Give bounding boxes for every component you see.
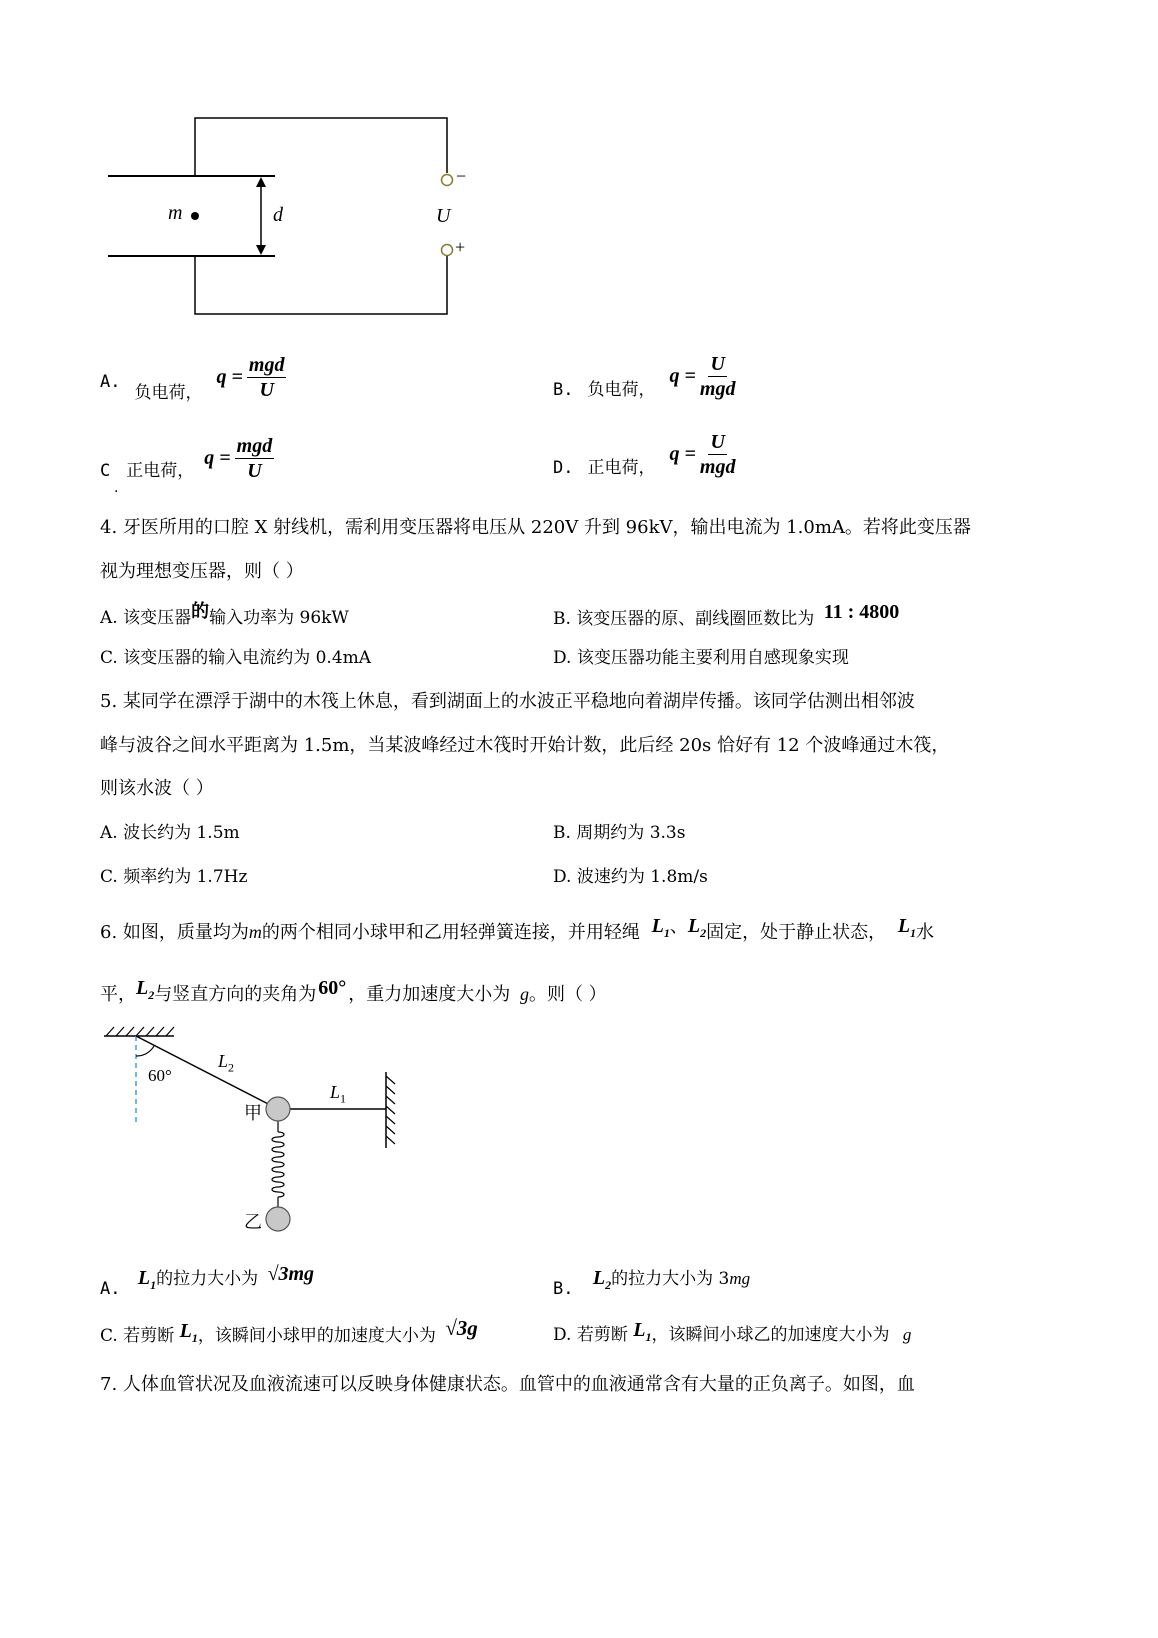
formula: q = $\frac{\text{mgd}}{U}$ — [204, 434, 273, 482]
ball-yi-label: 乙 — [244, 1212, 262, 1233]
q3-option-c-dot: . — [114, 480, 119, 496]
L1-label: $L_1$ — [330, 1082, 347, 1106]
q4-option-c[interactable]: C. 该变压器的输入电流约为 0.4mA — [100, 648, 372, 668]
q5-option-a[interactable]: A. 波长约为 1.5m — [100, 823, 240, 843]
wall-hatch — [386, 1076, 395, 1144]
angle-label: 60° — [148, 1066, 172, 1085]
q5-stem-line2: 峰与波谷之间水平距离为 1.5m，当某波峰经过木筏时开始计数，此后经 20s 恰好有 12 个波峰通过木筏， — [100, 735, 950, 756]
angle-arc — [136, 1046, 154, 1056]
q4-stem-line2: 视为理想变压器，则（ ） — [100, 561, 304, 582]
ball-yi — [266, 1207, 290, 1231]
minus-label: − — [456, 166, 467, 186]
q3-option-a[interactable]: A. 负电荷， q = $\frac{\text{mgd}}{U}$ — [100, 353, 285, 403]
distance-label: d — [273, 204, 283, 226]
q3-option-b[interactable]: B. 负电荷， q = $\frac{U}{\text{mgd}}$ — [553, 352, 736, 400]
q6-stem-line2: 平，$L_2$与竖直方向的夹角为 60° ，重力加速度大小为 g。则（ ） — [100, 977, 607, 1005]
L2-label: $L_2$ — [218, 1051, 235, 1075]
q6-option-c[interactable]: C. 若剪断 $L_1$，该瞬间小球甲的加速度大小为 √3g — [100, 1316, 478, 1346]
q6-stem-line1: 6. 如图，质量均为m的两个相同小球甲和乙用轻弹簧连接，并用轻绳 $L_1$、$L_2$固定，处于静止状态， $L_1$水 — [100, 915, 935, 943]
ball-jia — [266, 1097, 290, 1121]
q6-option-d[interactable]: D. 若剪断 $L_1$，该瞬间小球乙的加速度大小为 g — [553, 1319, 912, 1345]
spring-balls-figure — [100, 1020, 420, 1240]
q4-option-d[interactable]: D. 该变压器功能主要利用自感现象实现 — [553, 648, 849, 668]
ball-jia-label: 甲 — [244, 1103, 262, 1124]
spring — [272, 1132, 284, 1197]
ceiling-hatch — [106, 1027, 174, 1036]
top-wire — [195, 118, 447, 176]
q5-option-d[interactable]: D. 波速约为 1.8m/s — [553, 867, 708, 887]
formula: q = $\frac{U}{\text{mgd}}$ — [669, 352, 736, 400]
capacitor-circuit-figure — [100, 110, 480, 330]
q4-option-a[interactable]: A. 该变压器的输入功率为 96kW — [100, 601, 349, 628]
mass-label: m — [168, 202, 183, 224]
q5-option-c[interactable]: C. 频率约为 1.7Hz — [100, 867, 248, 887]
q6-option-a[interactable]: A. $L_1$的拉力大小为 √3mg — [100, 1263, 315, 1299]
plus-terminal — [442, 245, 453, 256]
minus-terminal — [442, 175, 453, 186]
formula: q = $\frac{U}{\text{mgd}}$ — [669, 430, 736, 478]
plus-label: + — [455, 237, 466, 257]
formula: q = $\frac{\text{mgd}}{U}$ — [216, 353, 285, 401]
q4-stem-line1: 4. 牙医所用的口腔 X 射线机，需利用变压器将电压从 220V 升到 96kV，输出电流为 1.0mA。若将此变压器 — [100, 517, 971, 538]
q3-option-d[interactable]: D. 正电荷， q = $\frac{U}{\text{mgd}}$ — [553, 430, 736, 478]
q5-option-b[interactable]: B. 周期约为 3.3s — [553, 823, 686, 843]
q4-option-b[interactable]: B. 该变压器的原、副线圈匝数比为 11 : 4800 — [553, 601, 900, 629]
q5-stem-line3: 则该水波（ ） — [100, 778, 214, 799]
bottom-wire — [195, 256, 447, 314]
q3-option-c[interactable]: C 正电荷， q = $\frac{\text{mgd}}{U}$ — [100, 434, 273, 482]
q5-stem-line1: 5. 某同学在漂浮于湖中的木筏上休息，看到湖面上的水波正平稳地向着湖岸传播。该同学估测出相邻波 — [100, 691, 915, 712]
voltage-label: U — [436, 205, 451, 227]
q6-option-b[interactable]: B. $L_2$的拉力大小为 3mg — [553, 1267, 751, 1299]
q7-stem-line1: 7. 人体血管状况及血液流速可以反映身体健康状态。血管中的血液通常含有大量的正负离子。如图，血 — [100, 1374, 915, 1395]
charged-particle — [191, 212, 199, 220]
